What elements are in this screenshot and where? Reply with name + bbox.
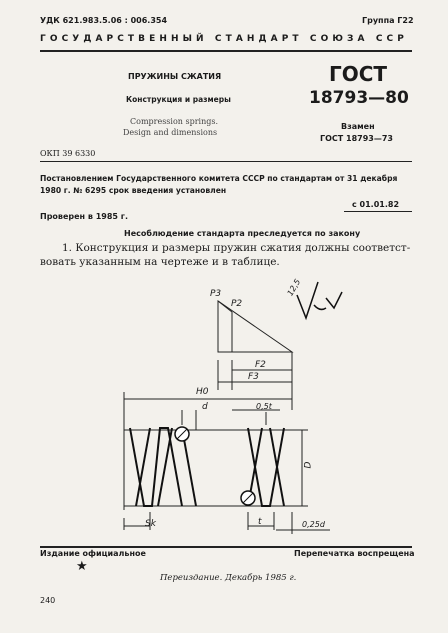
label-quarter-d: 0,25d <box>302 520 325 529</box>
label-half-t: 0,5t <box>256 402 272 411</box>
standard-banner: ГОСУДАРСТВЕННЫЙ СТАНДАРТ СОЮЗА ССР <box>40 34 408 44</box>
label-p3: P3 <box>210 289 222 299</box>
gost-number: 18793—80 <box>309 88 409 108</box>
subtitle-ru: Конструкция и размеры <box>126 95 231 104</box>
title-en-line2: Design and dimensions <box>123 128 218 137</box>
gost-label: ГОСТ <box>329 62 388 86</box>
decree-date: с 01.01.82 <box>352 200 400 209</box>
group-code: Группа Г22 <box>362 16 414 25</box>
label-h0: H0 <box>196 387 209 397</box>
checked-note: Проверен в 1985 г. <box>40 212 128 221</box>
paragraph-1-line2: вовать указанным на чертеже и в таблице. <box>40 256 280 268</box>
official-edition: Издание официальное <box>40 549 146 558</box>
paragraph-1-line1: 1. Конструкция и размеры пружин сжатия должны соответст- <box>62 242 411 254</box>
label-d: d <box>202 402 208 412</box>
star-icon: ★ <box>76 559 88 574</box>
replaces-label: Взамен <box>341 122 375 131</box>
okp-code: ОКП 39 6330 <box>40 149 96 158</box>
reprint-forbidden: Перепечатка воспрещена <box>294 549 415 558</box>
label-t: t <box>258 517 262 527</box>
footer-rule <box>40 546 412 548</box>
label-f3: F3 <box>248 372 259 382</box>
decree-line2: 1980 г. № 6295 срок введения установлен <box>40 186 227 195</box>
page-number: 240 <box>40 596 56 605</box>
label-D: D <box>303 461 314 469</box>
load-triangle <box>218 301 292 352</box>
label-sk: Sk <box>145 519 156 529</box>
prosecution-note: Несоблюдение стандарта преследуется по закону <box>124 229 361 238</box>
surface-roughness-icon <box>297 282 342 318</box>
label-roughness: 12,5 <box>285 277 303 298</box>
label-p2: P2 <box>231 299 243 309</box>
udk-code: УДК 621.983.5.06 : 006.354 <box>40 16 168 25</box>
decree-line1: Постановлением Государственного комитета СССР по стандартам от 31 декабря <box>40 174 398 183</box>
title-ru: ПРУЖИНЫ СЖАТИЯ <box>128 72 222 81</box>
title-en-line1: Compression springs. <box>130 117 219 126</box>
reissue-note: Переиздание. Декабрь 1985 г. <box>160 573 297 583</box>
label-f2: F2 <box>255 360 266 370</box>
replaces-value: ГОСТ 18793—73 <box>320 134 393 143</box>
